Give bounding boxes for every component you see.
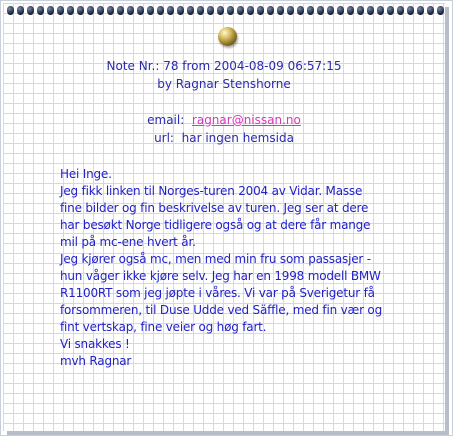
- binding-ring: [7, 6, 14, 15]
- binding-ring: [277, 6, 284, 15]
- binding-ring: [317, 6, 324, 15]
- binding-ring: [257, 6, 264, 15]
- message-line: forsommeren, til Duse Udde ved Säffle, med fin vær og: [60, 303, 382, 317]
- binding-ring: [97, 6, 104, 15]
- url-label: url:: [154, 131, 174, 145]
- message-line: har besøkt Norge tidligere også og at dere får mange: [60, 218, 371, 232]
- binding-ring: [157, 6, 164, 15]
- binding-ring: [147, 6, 154, 15]
- message-body: [60, 166, 430, 370]
- note-paper: [3, 3, 445, 431]
- binding-ring: [287, 6, 294, 15]
- binding-ring: [137, 6, 144, 15]
- pushpin-icon: [218, 27, 237, 46]
- binding-ring: [117, 6, 124, 15]
- message-line: R1100RT som jeg jøpte i våres. Vi var på Sverigetur få: [60, 286, 375, 300]
- binding-ring: [397, 6, 404, 15]
- binding-ring: [167, 6, 174, 15]
- email-link[interactable]: ragnar@nissan.no: [191, 113, 301, 127]
- message-line: hun våger ikke kjøre selv. Jeg har en 1998 modell BMW: [60, 269, 381, 283]
- binding-ring: [127, 6, 134, 15]
- binding-ring: [297, 6, 304, 15]
- binding-ring: [227, 6, 234, 15]
- binding-ring: [17, 6, 24, 15]
- binding-ring: [107, 6, 114, 15]
- message-line: fint vertskap, fine veier og høg fart.: [60, 320, 267, 334]
- binding-ring: [307, 6, 314, 15]
- binding-ring: [417, 6, 424, 15]
- binding-ring: [77, 6, 84, 15]
- binding-ring: [67, 6, 74, 15]
- binding-ring: [357, 6, 364, 15]
- note-author-line: by Ragnar Stenshorne: [157, 77, 291, 91]
- binding-ring: [367, 6, 374, 15]
- binding-ring: [407, 6, 414, 15]
- binding-ring: [37, 6, 44, 15]
- binding-ring: [247, 6, 254, 15]
- email-label: email:: [147, 113, 185, 127]
- message-line: Jeg fikk linken til Norges-turen 2004 av Vidar. Masse: [60, 184, 363, 198]
- binding-ring: [427, 6, 434, 15]
- url-row: [3, 129, 445, 147]
- binding-ring: [327, 6, 334, 15]
- binding-ring: [347, 6, 354, 15]
- message-line: Hei Inge.: [60, 167, 112, 181]
- message-line: Jeg kjører også mc, men med min fru som passasjer -: [60, 252, 371, 266]
- binding-ring: [237, 6, 244, 15]
- note-header: [3, 57, 445, 147]
- url-value: har ingen hemsida: [181, 131, 294, 145]
- message-line: mil på mc-ene hvert år.: [60, 235, 196, 249]
- binding-ring: [387, 6, 394, 15]
- message-line: Vi snakkes !: [60, 337, 130, 351]
- binding-ring: [267, 6, 274, 15]
- binding-ring: [177, 6, 184, 15]
- binding-ring: [217, 6, 224, 15]
- email-row: [3, 111, 445, 129]
- binding-ring: [57, 6, 64, 15]
- binding-ring: [377, 6, 384, 15]
- binding-ring: [197, 6, 204, 15]
- note-number-line: Note Nr.: 78 from 2004-08-09 06:57:15: [106, 59, 342, 73]
- message-line: fine bilder og fin beskrivelse av turen. Jeg ser at dere: [60, 201, 369, 215]
- binding-ring: [437, 6, 444, 15]
- binding-ring: [27, 6, 34, 15]
- binding-ring: [337, 6, 344, 15]
- binding-ring: [187, 6, 194, 15]
- spiral-binding: [3, 3, 445, 19]
- binding-ring: [47, 6, 54, 15]
- message-line: mvh Ragnar: [60, 354, 132, 368]
- binding-ring: [87, 6, 94, 15]
- binding-ring: [207, 6, 214, 15]
